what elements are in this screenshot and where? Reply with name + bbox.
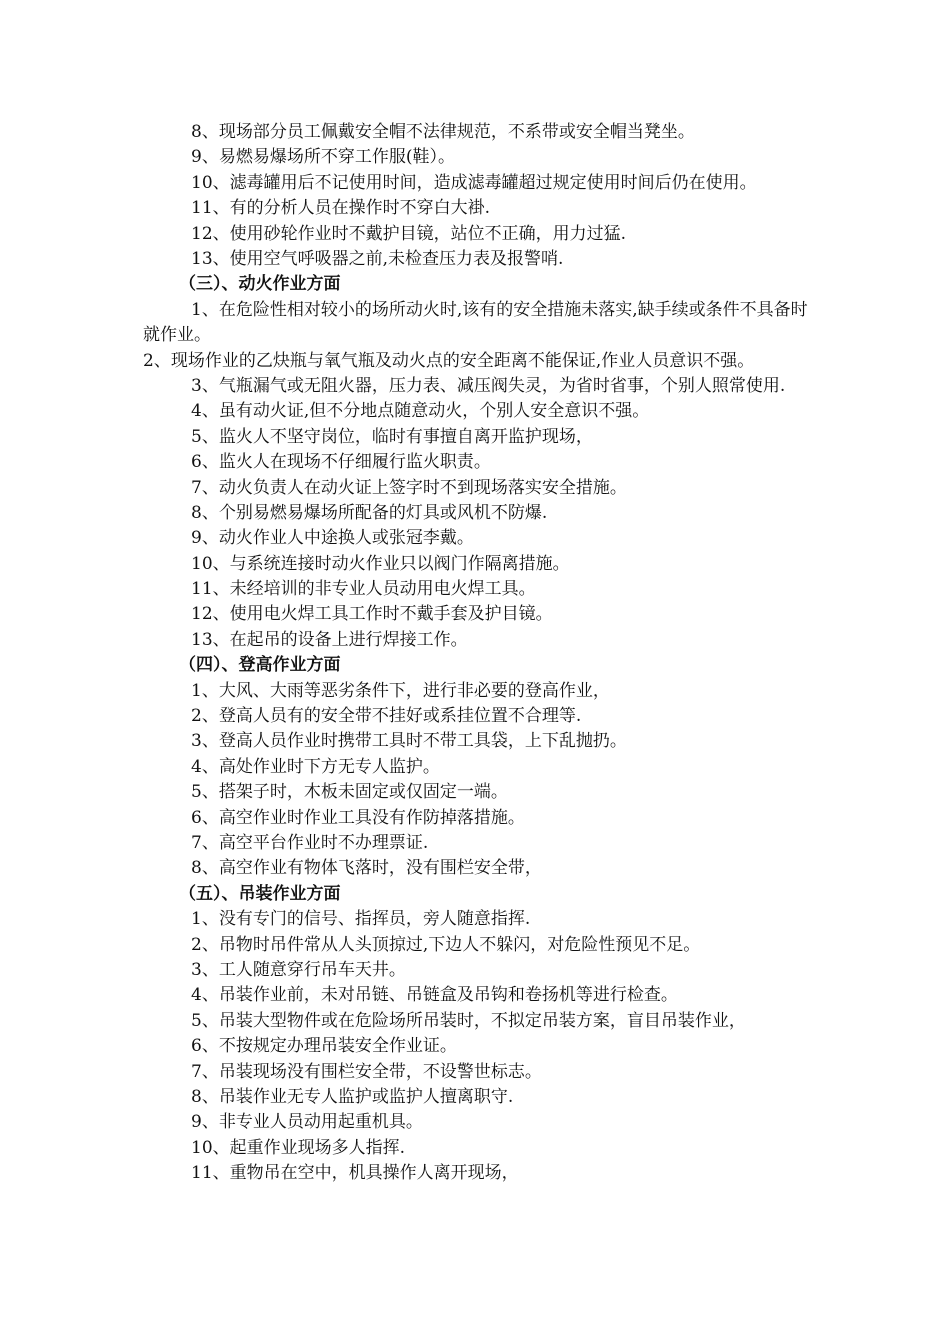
list-item: 9、易燃易爆场所不穿工作服(鞋）。 (191, 147, 455, 168)
list-item: 4、虽有动火证,但不分地点随意动火，个别人安全意识不强。 (191, 401, 650, 422)
list-item: 5、监火人不坚守岗位，临时有事擅自离开监护现场， (191, 426, 593, 447)
list-item: 4、吊装作业前，未对吊链、吊链盒及吊钩和卷扬机等进行检查。 (191, 985, 678, 1006)
list-item: 6、监火人在现场不仔细履行监火职责。 (191, 452, 491, 473)
list-item: 10、起重作业现场多人指挥. (191, 1137, 406, 1158)
list-item: 4、高处作业时下方无专人监护。 (191, 756, 440, 777)
section-heading-lifting-work: （五）、吊装作业方面 (179, 883, 341, 904)
list-item: 5、吊装大型物件或在危险场所吊装时，不拟定吊装方案，盲目吊装作业， (191, 1010, 746, 1031)
list-item: 1、大风、大雨等恶劣条件下，进行非必要的登高作业， (191, 680, 610, 701)
list-item: 11、有的分析人员在操作时不穿白大褂. (191, 198, 491, 219)
list-item: 2、登高人员有的安全带不挂好或系挂位置不合理等. (191, 706, 582, 727)
list-item: 8、吊装作业无专人监护或监护人擅离职守. (191, 1086, 514, 1107)
list-item: 11、未经培训的非专业人员动用电火焊工具。 (191, 579, 536, 600)
list-item: 3、气瓶漏气或无阻火器，压力表、减压阀失灵，为省时省事，个别人照常使用. (191, 375, 786, 396)
list-item: 13、在起吊的设备上进行焊接工作。 (191, 629, 468, 650)
list-item: 11、重物吊在空中，机具操作人离开现场， (191, 1163, 519, 1184)
list-item: 9、非专业人员动用起重机具。 (191, 1112, 423, 1133)
list-item: 10、与系统连接时动火作业只以阀门作隔离措施。 (191, 553, 570, 574)
list-item: 2、现场作业的乙炔瓶与氧气瓶及动火点的安全距离不能保证,作业人员意识不强。 (143, 350, 755, 371)
list-item: 1、在危险性相对较小的场所动火时,该有的安全措施未落实,缺手续或条件不具备时就作业。 (143, 299, 808, 346)
list-item: 13、使用空气呼吸器之前,未检查压力表及报警哨. (191, 248, 564, 269)
list-item: 1、没有专门的信号、指挥员，旁人随意指挥. (191, 909, 531, 930)
list-item: 8、高空作业有物体飞落时，没有围栏安全带， (191, 858, 542, 879)
list-item: 7、动火负责人在动火证上签字时不到现场落实安全措施。 (191, 477, 627, 498)
section-heading-height-work: （四）、登高作业方面 (179, 655, 341, 676)
list-item: 9、动火作业人中途换人或张冠李戴。 (191, 528, 474, 549)
section-heading-hot-work: （三）、动火作业方面 (179, 274, 341, 295)
list-item: 6、不按规定办理吊装安全作业证。 (191, 1036, 457, 1057)
list-item: 8、现场部分员工佩戴安全帽不法律规范，不系带或安全帽当凳坐。 (191, 122, 695, 142)
list-item: 6、高空作业时作业工具没有作防掉落措施。 (191, 807, 525, 828)
list-item: 12、使用砂轮作业时不戴护目镜，站位不正确，用力过猛. (191, 223, 627, 244)
list-item: 10、滤毒罐用后不记使用时间，造成滤毒罐超过规定使用时间后仍在使用。 (191, 172, 757, 193)
list-item: 7、吊装现场没有围栏安全带，不设警世标志。 (191, 1061, 542, 1082)
list-item: 8、个别易燃易爆场所配备的灯具或风机不防爆. (191, 502, 548, 523)
list-item: 12、使用电火焊工具工作时不戴手套及护目镜。 (191, 604, 553, 625)
document-body (143, 120, 815, 1186)
list-item: 7、高空平台作业时不办理票证. (191, 833, 429, 853)
list-item: 2、吊物时吊件常从人头顶掠过,下边人不躲闪，对危险性预见不足。 (191, 934, 701, 955)
list-item: 3、工人随意穿行吊车天井。 (191, 959, 406, 980)
list-item: 3、登高人员作业时携带工具时不带工具袋，上下乱抛扔。 (191, 731, 627, 752)
list-item: 5、搭架子时，木板未固定或仅固定一端。 (191, 782, 508, 803)
